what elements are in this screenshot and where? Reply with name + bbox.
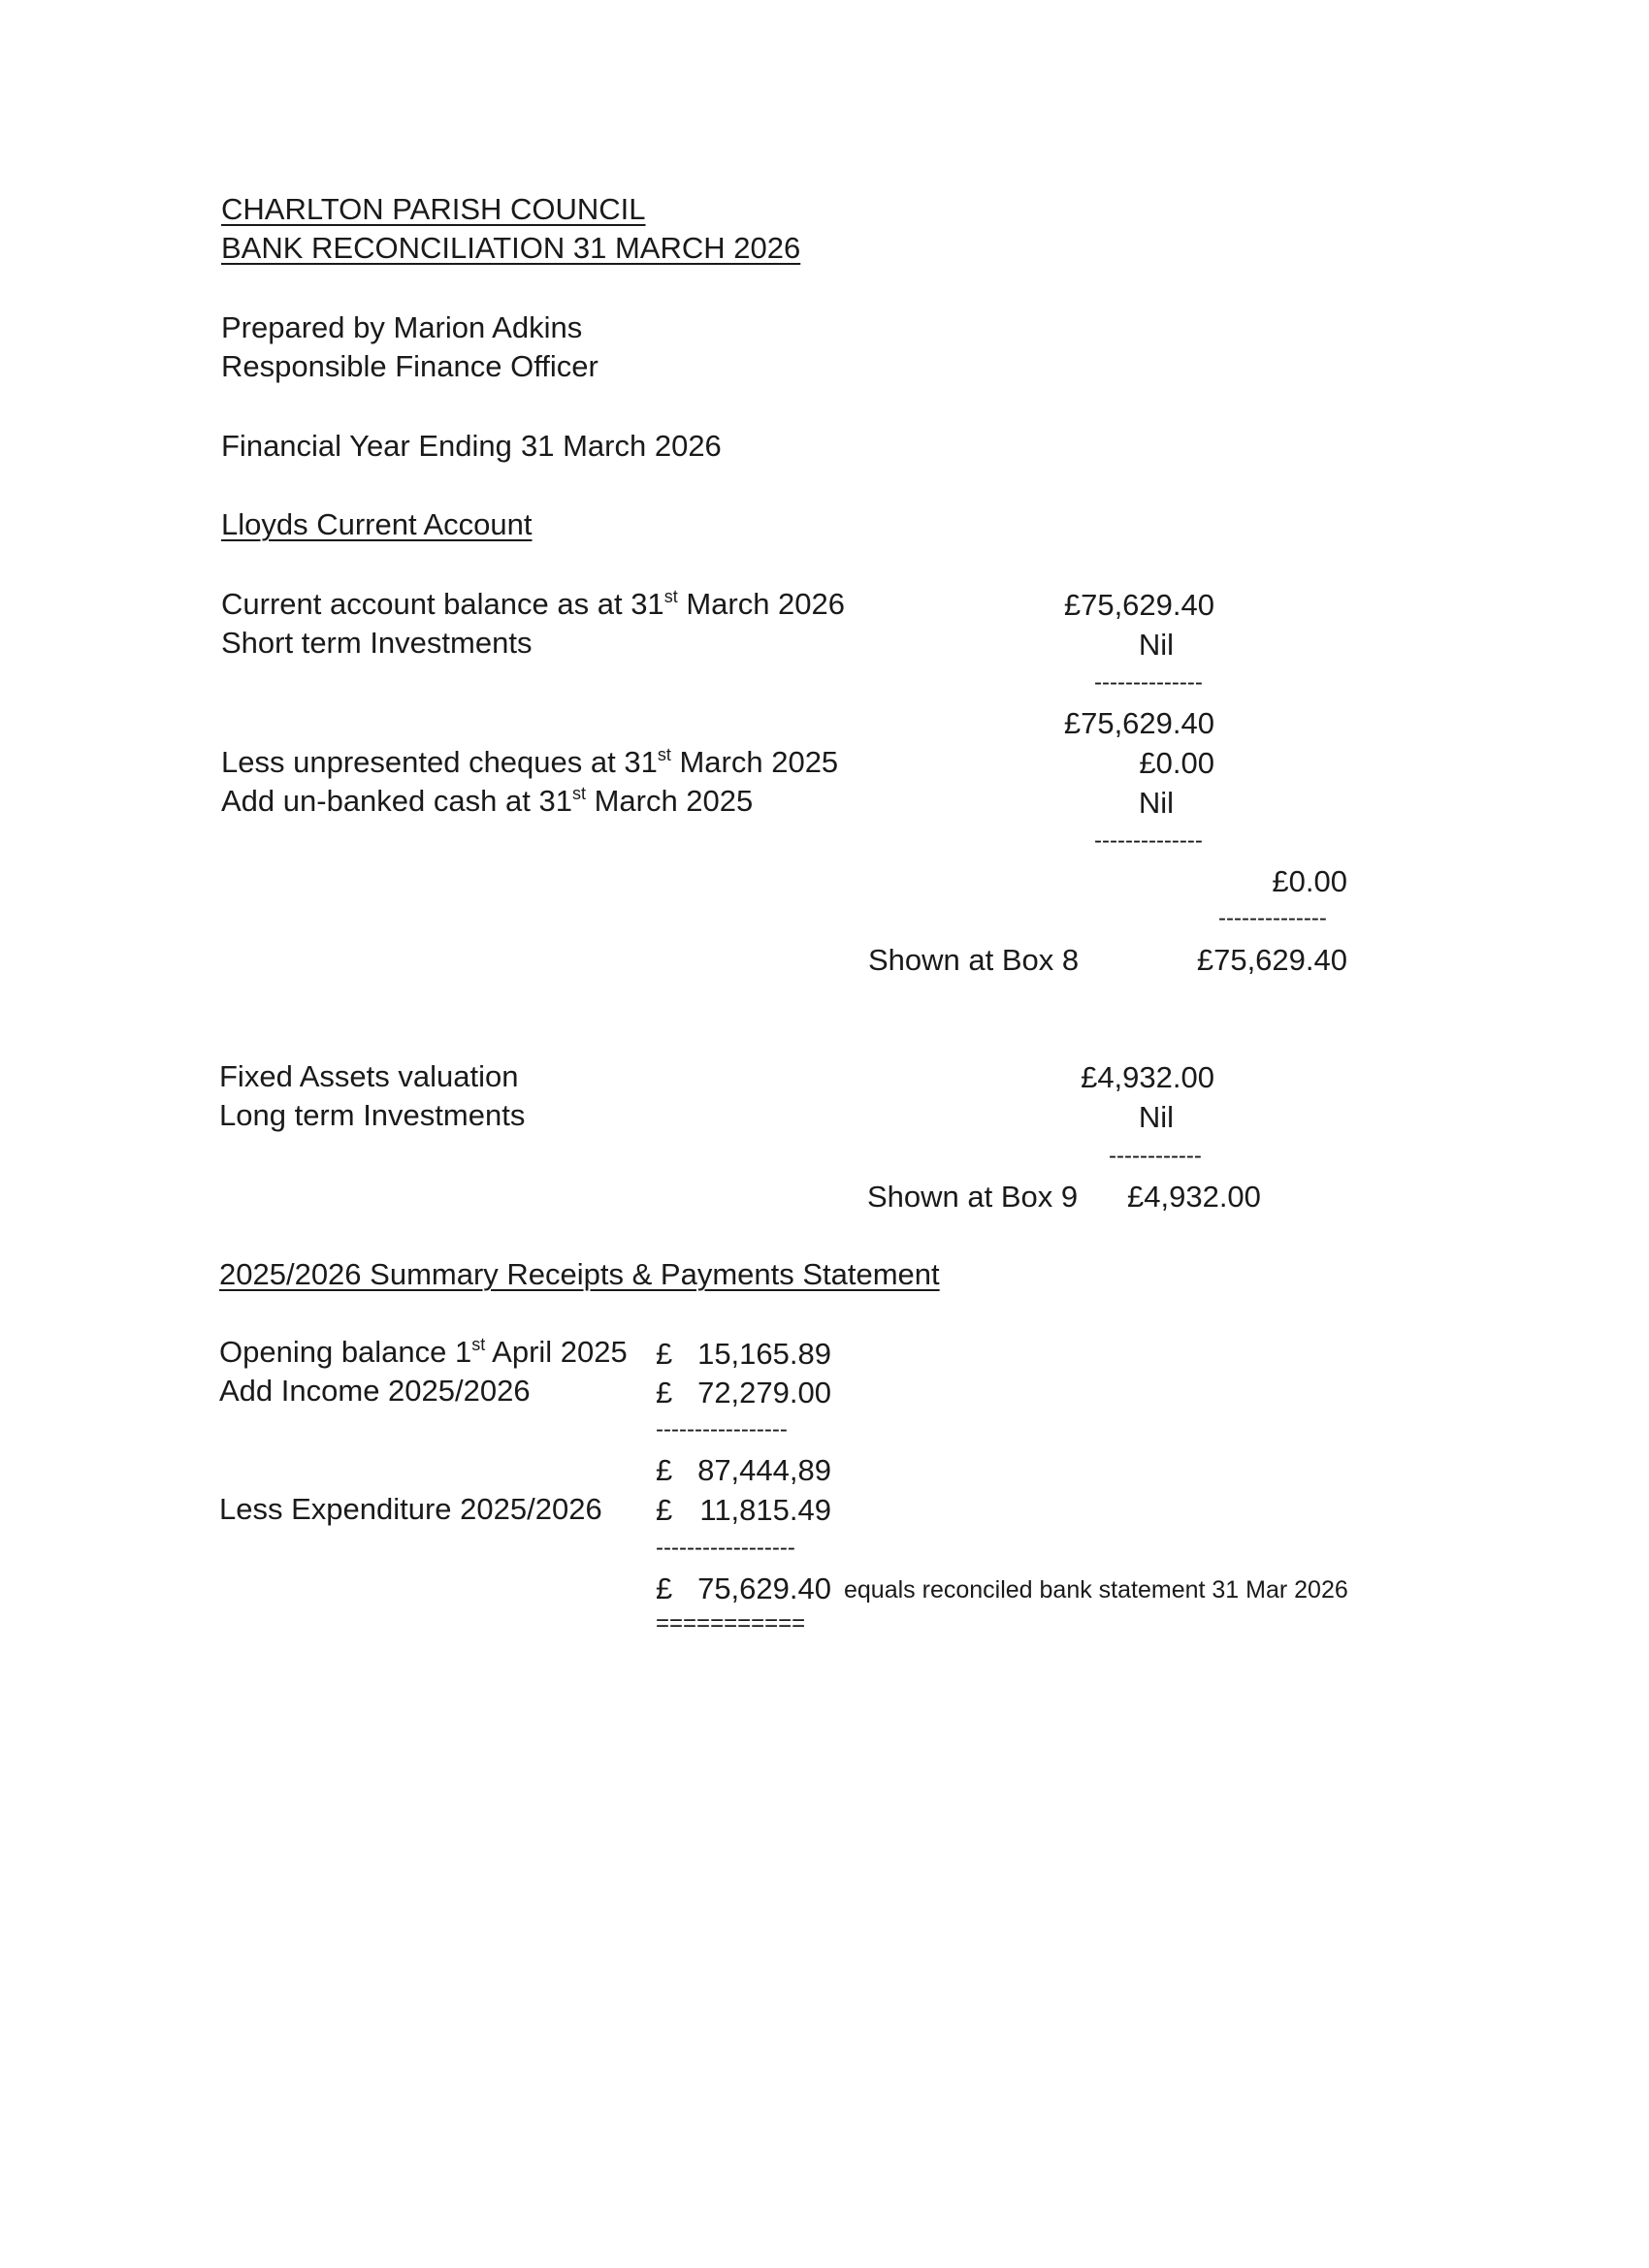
- closing-currency: £: [656, 1571, 673, 1605]
- closing-value: 75,629.40: [697, 1571, 831, 1605]
- box9-label: Shown at Box 9: [867, 1180, 1079, 1214]
- box8-label: Shown at Box 8: [868, 943, 1080, 977]
- long-term-value: Nil: [1138, 1100, 1175, 1134]
- rule-line: ------------------: [656, 1535, 795, 1561]
- expenditure-label: Less Expenditure 2025/2026: [219, 1492, 602, 1526]
- subtotal-currency: £: [656, 1453, 673, 1487]
- double-rule: ===========: [656, 1610, 806, 1636]
- prepared-by: Prepared by Marion Adkins: [221, 310, 583, 344]
- rule-line: --------------: [1218, 905, 1327, 931]
- summary-heading: 2025/2026 Summary Receipts & Payments Statement: [219, 1257, 940, 1291]
- income-value: 72,279.00: [697, 1376, 831, 1409]
- short-term-label: Short term Investments: [221, 626, 533, 660]
- box8-value: £75,629.40: [1196, 943, 1347, 977]
- prepared-role: Responsible Finance Officer: [221, 349, 598, 383]
- short-term-value: Nil: [1138, 628, 1175, 662]
- document-title: BANK RECONCILIATION 31 MARCH 2026: [221, 231, 801, 265]
- unbanked-value: Nil: [1138, 786, 1175, 820]
- unpresented-label: Less unpresented cheques at 31st March 2025: [221, 745, 839, 779]
- long-term-label: Long term Investments: [219, 1098, 526, 1132]
- fixed-assets-label: Fixed Assets valuation: [219, 1059, 519, 1093]
- balance-value: £75,629.40: [1063, 588, 1214, 622]
- rule-line: --------------: [1094, 827, 1203, 854]
- lloyds-heading: Lloyds Current Account: [221, 507, 533, 541]
- opening-value: 15,165.89: [697, 1337, 831, 1371]
- summary-subtotal-value: 87,444,89: [697, 1453, 831, 1487]
- expenditure-value: 11,815.49: [699, 1493, 831, 1527]
- balance-label: Current account balance as at 31st March 2026: [221, 587, 846, 621]
- opening-label: Opening balance 1st April 2025: [219, 1335, 628, 1369]
- financial-year-value: 31 March 2026: [521, 429, 722, 463]
- opening-currency: £: [656, 1337, 673, 1371]
- fixed-assets-value: £4,932.00: [1081, 1060, 1214, 1094]
- subtotal-value: £75,629.40: [1063, 706, 1214, 740]
- closing-note: equals reconciled bank statement 31 Mar 2026: [844, 1576, 1348, 1604]
- council-name: CHARLTON PARISH COUNCIL: [221, 192, 646, 226]
- adjustment-total: £0.00: [1272, 864, 1347, 898]
- rule-line: --------------: [1094, 669, 1203, 696]
- unpresented-value: £0.00: [1139, 746, 1214, 780]
- income-label: Add Income 2025/2026: [219, 1374, 531, 1408]
- income-currency: £: [656, 1376, 673, 1409]
- expenditure-currency: £: [656, 1493, 673, 1527]
- unbanked-label: Add un-banked cash at 31st March 2025: [221, 784, 754, 818]
- rule-line: ------------: [1109, 1143, 1202, 1169]
- financial-year-label: Financial Year Ending: [221, 429, 512, 463]
- rule-line: -----------------: [656, 1416, 788, 1442]
- box9-value: £4,932.00: [1127, 1180, 1261, 1214]
